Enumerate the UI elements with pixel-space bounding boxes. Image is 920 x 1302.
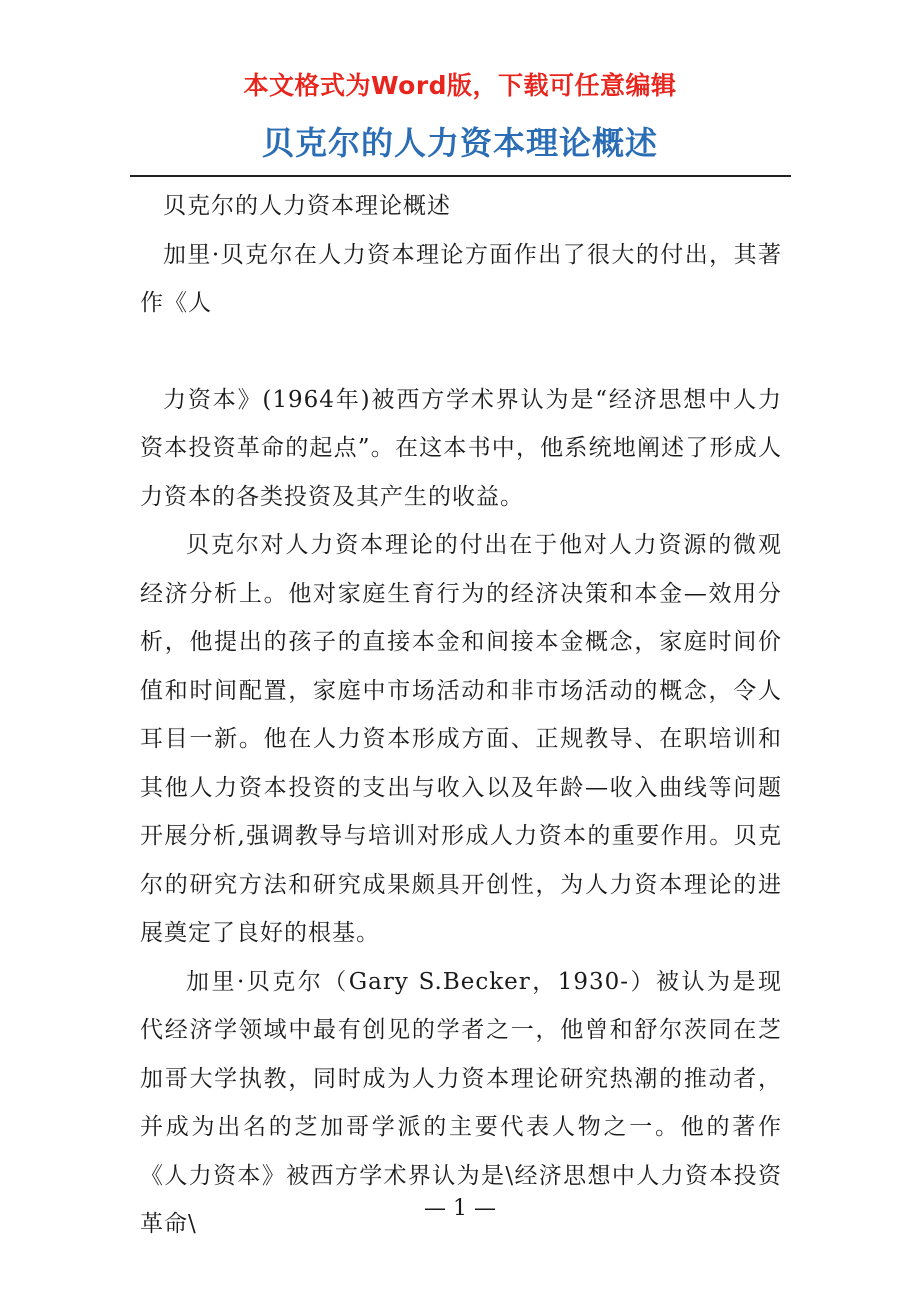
format-notice: 本文格式为Word版，下载可任意编辑: [243, 71, 677, 100]
document-body: [140, 182, 782, 1249]
paragraph-2: 力资本》(1964年)被西方学术界认为是“经济思想中人力资本投资革命的起点”。在这本书中，他系统地阐述了形成人力资本的各类投资及其产生的收益。: [140, 386, 782, 510]
paragraph-3: 贝克尔对人力资本理论的付出在于他对人力资源的微观经济分析上。他对家庭生育行为的经济决策和本金—效用分析，他提出的孩子的直接本金和间接本金概念，家庭时间价值和时间配置，家庭中市场活动和非市场活动的概念，令人耳目一新。他在人力资本形成方面、正规教导、在职培训和其他人力资本投资的支出与收入以及年龄—收入曲线等问题开展分析,强调教导与培训对形成人力资本的重要作用。贝克尔的研究方法和研究成果颇具开创性，为人力资本理论的进展奠定了良好的根基。: [140, 532, 782, 946]
page-number: — 1 —: [424, 1196, 496, 1221]
body-subtitle: 贝克尔的人力资本理论概述: [163, 193, 451, 219]
title-divider: [130, 175, 791, 177]
paragraph-4: 加里·贝克尔（Gary S.Becker，1930-）被认为是现代经济学领域中最有创见的学者之一，他曾和舒尔茨同在芝加哥大学执教，同时成为人力资本理论研究热潮的推动者，并成为出名的芝加哥学派的主要代表人物之一。他的著作《人力资本》被西方学术界认为是\经济思想中人力资本投资革命\: [140, 968, 782, 1237]
paragraph-1: 加里·贝克尔在人力资本理论方面作出了很大的付出，其著作《人: [140, 241, 782, 316]
page-title: 贝克尔的人力资本理论概述: [261, 124, 658, 162]
